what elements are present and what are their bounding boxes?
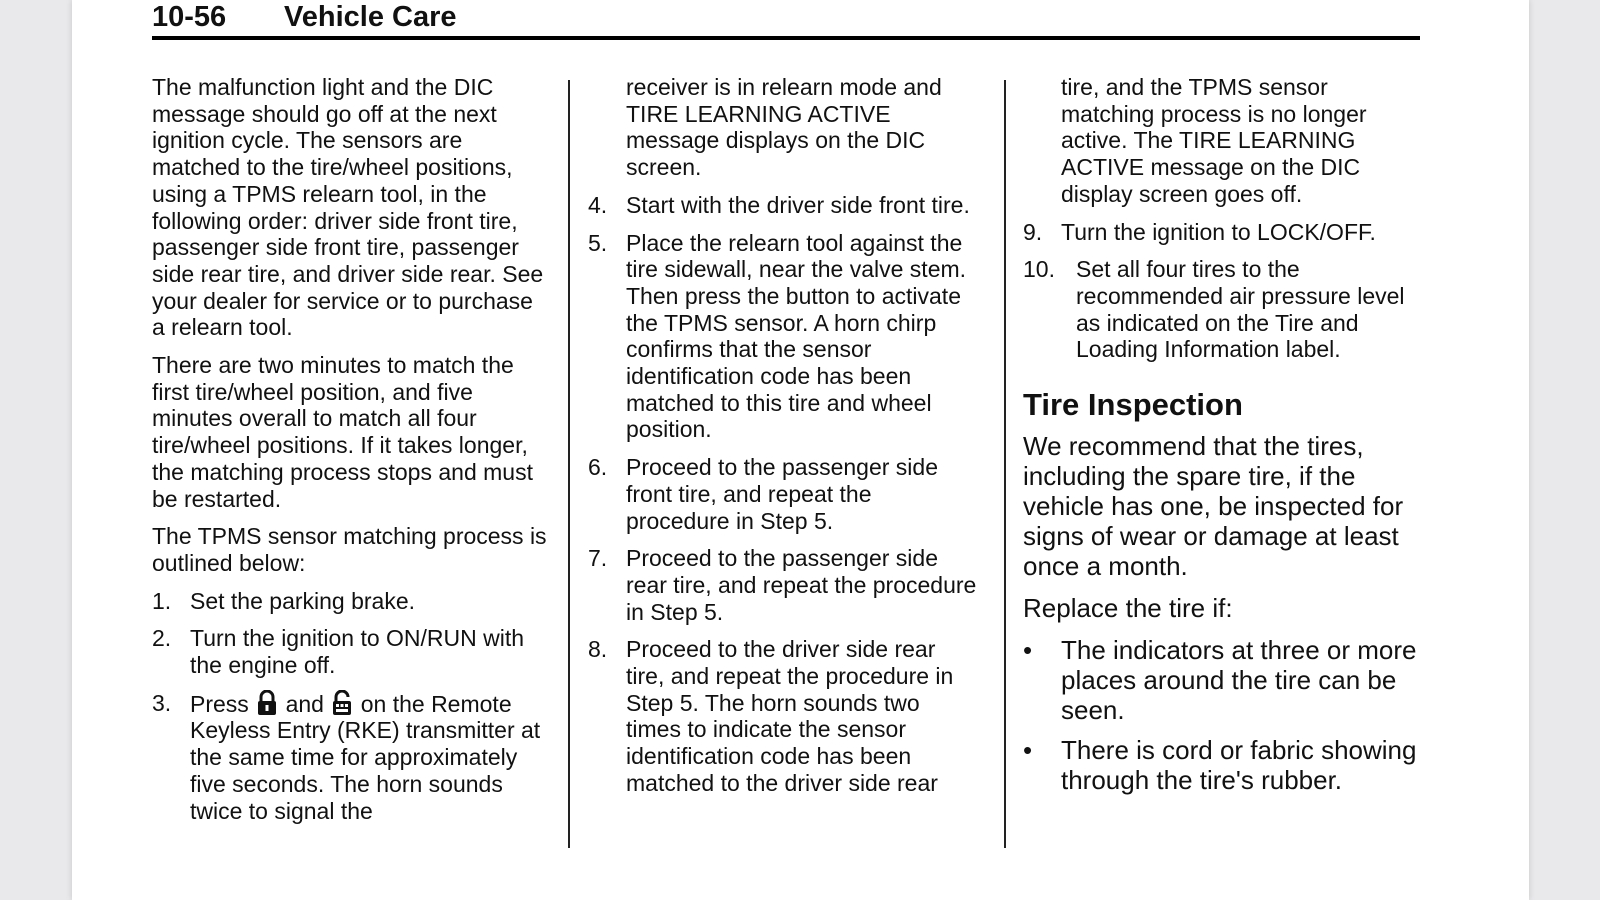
step-number: 3. [152,689,172,716]
bullet-text: There is cord or fabric showing through the tire's rubber. [1061,735,1417,796]
step-number: 1. [152,587,172,614]
bullet-item [1023,735,1423,795]
step-item [1023,219,1423,246]
step-text: Turn the ignition to LOCK/OFF. [1061,218,1376,245]
paragraph: We recommend that the tires, including the spare tire, if the vehicle has one, be inspected for signs of wear or damage at least once a month. [1023,431,1404,582]
step-text: Proceed to the passenger side front tire, and repeat the procedure in Step 5. [626,454,938,534]
step-item [1023,256,1423,363]
paragraph: Replace the tire if: [1023,593,1233,624]
step-item [588,192,978,219]
section-title: Vehicle Care [284,1,457,33]
step-text: Turn the ignition to ON/RUN with the engine off. [190,625,525,679]
step-item [588,230,978,444]
column-2 [588,74,978,808]
step-item [152,625,552,678]
step-text: Proceed to the driver side rear tire, and repeat the procedure in Step 5. The horn sounds two times to indicate the sensor identification code has been matched to the driver side rear [626,636,954,796]
step-item [588,454,978,534]
manual-page [72,0,1529,900]
step-number: 7. [588,545,608,572]
unlock-icon [332,690,352,716]
step-text-post: on the Remote Keyless Entry (RKE) transmitter at the same time for approximately five seconds. The horn sounds twice to signal the [190,690,541,824]
step-item [152,588,552,615]
paragraph: The TPMS sensor matching process is outlined below: [152,523,547,576]
step-number: 8. [588,636,608,663]
bullet-icon: • [1023,635,1033,666]
step-text: Set all four tires to the recommended air pressure level as indicated on the Tire and Loading Information label. [1076,256,1405,363]
continued-text: tire, and the TPMS sensor matching process is no longer active. The TIRE LEARNING ACTIVE message on the DIC display screen goes off. [1061,74,1367,207]
step-number: 2. [152,625,172,652]
column-3 [1023,74,1423,805]
step-item [588,636,978,796]
step-text: Place the relearn tool against the tire sidewall, near the valve stem. Then press the button to activate the TPMS sensor. A horn chirp confirms that the sensor identification code has been matched to this tire and wheel position. [626,229,967,443]
step-number: 5. [588,229,608,256]
step-item [152,690,552,825]
section-heading: Tire Inspection [1023,387,1243,423]
continued-text: receiver is in relearn mode and TIRE LEARNING ACTIVE message displays on the DIC screen. [626,74,942,181]
paragraph: There are two minutes to match the first tire/wheel position, and five minutes overall to match all four tire/wheel positions. If it takes longer, the matching process stops and must be restarted. [152,352,533,512]
step-item [588,545,978,625]
step-number: 6. [588,454,608,481]
step-text [190,690,552,825]
step-text-pre: Press [190,690,249,717]
step-text-mid: and [285,690,324,717]
paragraph: The malfunction light and the DIC message should go off at the next ignition cycle. The sensors are matched to the tire/wheel positions, using a TPMS relearn tool, in the following order: driver side front tire, passenger side front tire, passenger side rear tire, and driver side rear. See your dealer for service or to purchase a relearn tool. [152,74,544,341]
bullet-icon: • [1023,735,1033,766]
step-number: 4. [588,191,608,218]
step-number: 9. [1023,218,1043,245]
step-text: Start with the driver side front tire. [626,191,970,218]
step-text: Set the parking brake. [190,587,416,614]
page-number: 10-56 [152,1,227,33]
lock-icon [257,690,277,716]
step-text: Proceed to the passenger side rear tire, and repeat the procedure in Step 5. [626,545,977,625]
column-divider [568,80,570,848]
step-number: 10. [1023,256,1055,283]
bullet-item [1023,635,1423,725]
column-divider [1004,80,1006,848]
bullet-text: The indicators at three or more places around the tire can be seen. [1061,635,1417,726]
page-header [152,2,1420,40]
column-1 [152,74,552,835]
